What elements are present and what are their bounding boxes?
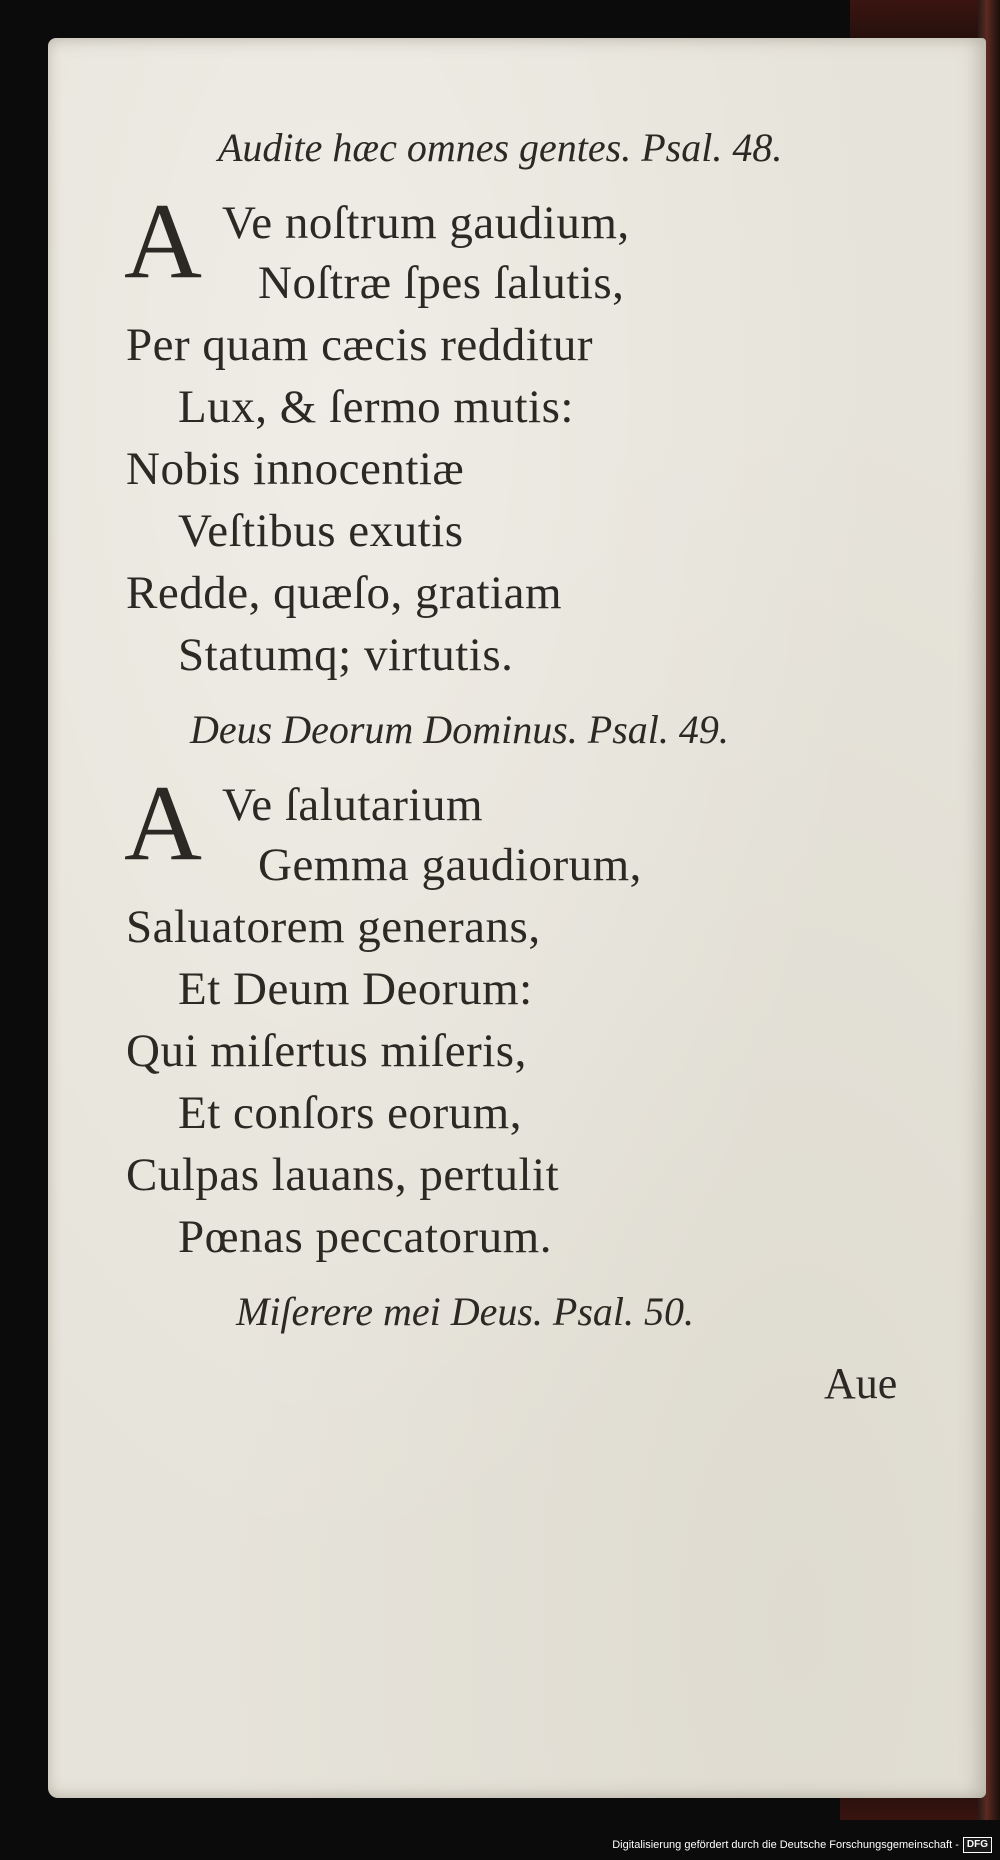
verse-line: Culpas lauans, pertulit — [126, 1149, 560, 1201]
verse-line: Lux, & ſermo mutis: — [178, 381, 574, 433]
verse-line: Et Deum Deorum: — [178, 963, 533, 1015]
verse-line: Ve noſtrum gaudium, — [222, 197, 630, 249]
verse-line: Qui miſertus miſeris, — [126, 1025, 527, 1077]
verse-line: Saluatorem generans, — [126, 901, 541, 953]
catchword: Aue — [824, 1359, 898, 1408]
book-page — [48, 38, 986, 1798]
verse-line: Pœnas peccatorum. — [178, 1211, 552, 1263]
dfg-logo: DFG — [963, 1837, 992, 1853]
digitization-credit — [612, 1834, 992, 1856]
verse-line: Veſtibus exutis — [178, 505, 464, 557]
psalm-heading-48: Audite hæc omnes gentes. Psal. 48. — [218, 125, 783, 170]
credit-text: Digitalisierung gefördert durch die Deutsche Forschungsgemeinschaft - — [612, 1839, 959, 1851]
verse-line: Per quam cæcis redditur — [126, 319, 594, 371]
verse-line: Gemma gaudiorum, — [258, 839, 642, 891]
psalm-heading-50: Miſerere mei Deus. Psal. 50. — [236, 1289, 695, 1334]
drop-cap: A — [124, 764, 202, 883]
drop-cap: A — [124, 182, 202, 301]
verse-line: Noſtræ ſpes ſalutis, — [258, 257, 625, 309]
psalm-heading-49: Deus Deorum Dominus. Psal. 49. — [190, 707, 729, 752]
verse-line: Nobis innocentiæ — [126, 443, 465, 495]
verse-line: Statumq; virtutis. — [178, 629, 514, 681]
verse-line: Ve ſalutarium — [222, 779, 484, 831]
page-text — [48, 38, 986, 1798]
verse-line: Redde, quæſo, gratiam — [126, 567, 563, 619]
verse-line: Et conſors eorum, — [178, 1087, 522, 1139]
